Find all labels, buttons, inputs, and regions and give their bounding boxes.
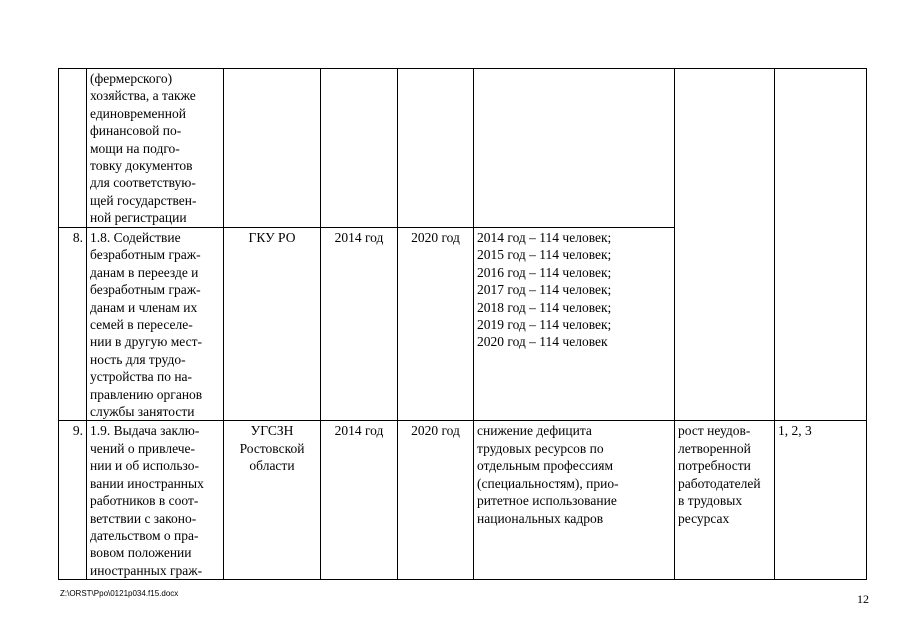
start-year-cell: 2014 год: [321, 421, 398, 580]
measure-name-line: ветствии с законо-: [90, 510, 197, 526]
measure-name-line: вании иностранных: [90, 475, 204, 491]
measure-name-line: ность для трудо-: [90, 351, 186, 367]
links-cell: 1, 2, 3: [775, 421, 867, 580]
measure-name-line: безработным граж-: [90, 247, 201, 263]
measure-name-cell: [87, 69, 224, 228]
measure-name-line: дательством о пра-: [90, 527, 199, 543]
result-cell: [474, 228, 675, 421]
row-number: [59, 69, 87, 228]
measure-name-line: 1.8. Содействие: [90, 230, 181, 245]
measure-name-line: чений о привлече-: [90, 440, 196, 456]
measure-name-line: службы занятости: [90, 404, 195, 420]
result-line: 2014 год – 114 человек;: [477, 230, 612, 245]
consequence-cell: [675, 69, 775, 421]
result-line: 2015 год – 114 человек;: [477, 247, 612, 263]
consequence-line: ресурсах: [678, 510, 730, 526]
table-row: [59, 421, 867, 580]
program-table: [58, 68, 867, 580]
links-cell: [775, 69, 867, 421]
measure-name-line: нии и об использо-: [90, 458, 200, 474]
end-year-cell: 2020 год: [398, 421, 474, 580]
result-line: отдельным профессиям: [477, 458, 614, 474]
measure-name-cell: [87, 421, 224, 580]
row-number: 9.: [59, 421, 87, 580]
consequence-line: летворенной: [678, 440, 751, 456]
result-line: ритетное использование: [477, 493, 617, 509]
measure-name-line: устройства по на-: [90, 369, 193, 385]
page-number: 12: [857, 592, 869, 606]
measure-name-line: хозяйства, а также: [90, 88, 196, 104]
measure-name-line: 1.9. Выдача заклю-: [90, 423, 200, 439]
result-line: (специальностям), прио-: [477, 475, 619, 491]
start-year-cell: 2014 год: [321, 228, 398, 421]
measure-name-line: данам и членам их: [90, 299, 198, 315]
result-line: трудовых ресурсов по: [477, 440, 604, 456]
executor-cell: [224, 228, 321, 421]
measure-name-line: семей в переселе-: [90, 317, 193, 333]
consequence-line: в трудовых: [678, 493, 743, 509]
measure-name-line: вовом положении: [90, 545, 192, 561]
result-line: 2020 год – 114 человек: [477, 334, 608, 350]
measure-name-line: для соответствую-: [90, 175, 196, 191]
executor-line: ГКУ РО: [248, 230, 296, 245]
result-cell: [474, 421, 675, 580]
row-number: 8.: [59, 228, 87, 421]
end-year-cell: [398, 69, 474, 228]
executor-line: Ростовской: [239, 440, 305, 456]
measure-name-cell: [87, 228, 224, 421]
executor-cell: [224, 421, 321, 580]
result-cell: [474, 69, 675, 228]
measure-name-line: ной регистрации: [90, 210, 187, 226]
consequence-line: работодателей: [678, 475, 761, 491]
consequence-cell: [675, 421, 775, 580]
measure-name-line: единовременной: [90, 105, 186, 121]
measure-name-line: иностранных граж-: [90, 562, 203, 578]
measure-name-line: данам в переезде и: [90, 264, 199, 280]
executor-cell: [224, 69, 321, 228]
measure-name-line: (фермерского): [90, 71, 173, 86]
result-line: 2017 год – 114 человек;: [477, 282, 612, 298]
measure-name-line: финансовой по-: [90, 123, 182, 139]
measure-name-line: щей государствен-: [90, 192, 197, 208]
start-year-cell: [321, 69, 398, 228]
measure-name-line: мощи на подго-: [90, 140, 180, 156]
measure-name-line: нии в другую мест-: [90, 334, 202, 350]
result-line: 2016 год – 114 человек;: [477, 264, 612, 280]
consequence-line: рост неудов-: [678, 423, 751, 439]
result-line: национальных кадров: [477, 510, 604, 526]
executor-line: области: [249, 458, 295, 474]
end-year-cell: 2020 год: [398, 228, 474, 421]
measure-name-line: безработным граж-: [90, 282, 201, 298]
result-line: 2018 год – 114 человек;: [477, 299, 612, 315]
result-line: снижение дефицита: [477, 423, 592, 439]
measure-name-line: правлению органов: [90, 386, 203, 402]
result-line: 2019 год – 114 человек;: [477, 317, 612, 333]
measure-name-line: товку документов: [90, 158, 193, 174]
table-row: [59, 69, 867, 228]
executor-line: УГСЗН: [250, 423, 294, 439]
measure-name-line: работников в соот-: [90, 493, 199, 509]
file-path: Z:\ORST\Ppo\0121p034.f15.docx: [60, 589, 179, 598]
consequence-line: потребности: [678, 458, 751, 474]
